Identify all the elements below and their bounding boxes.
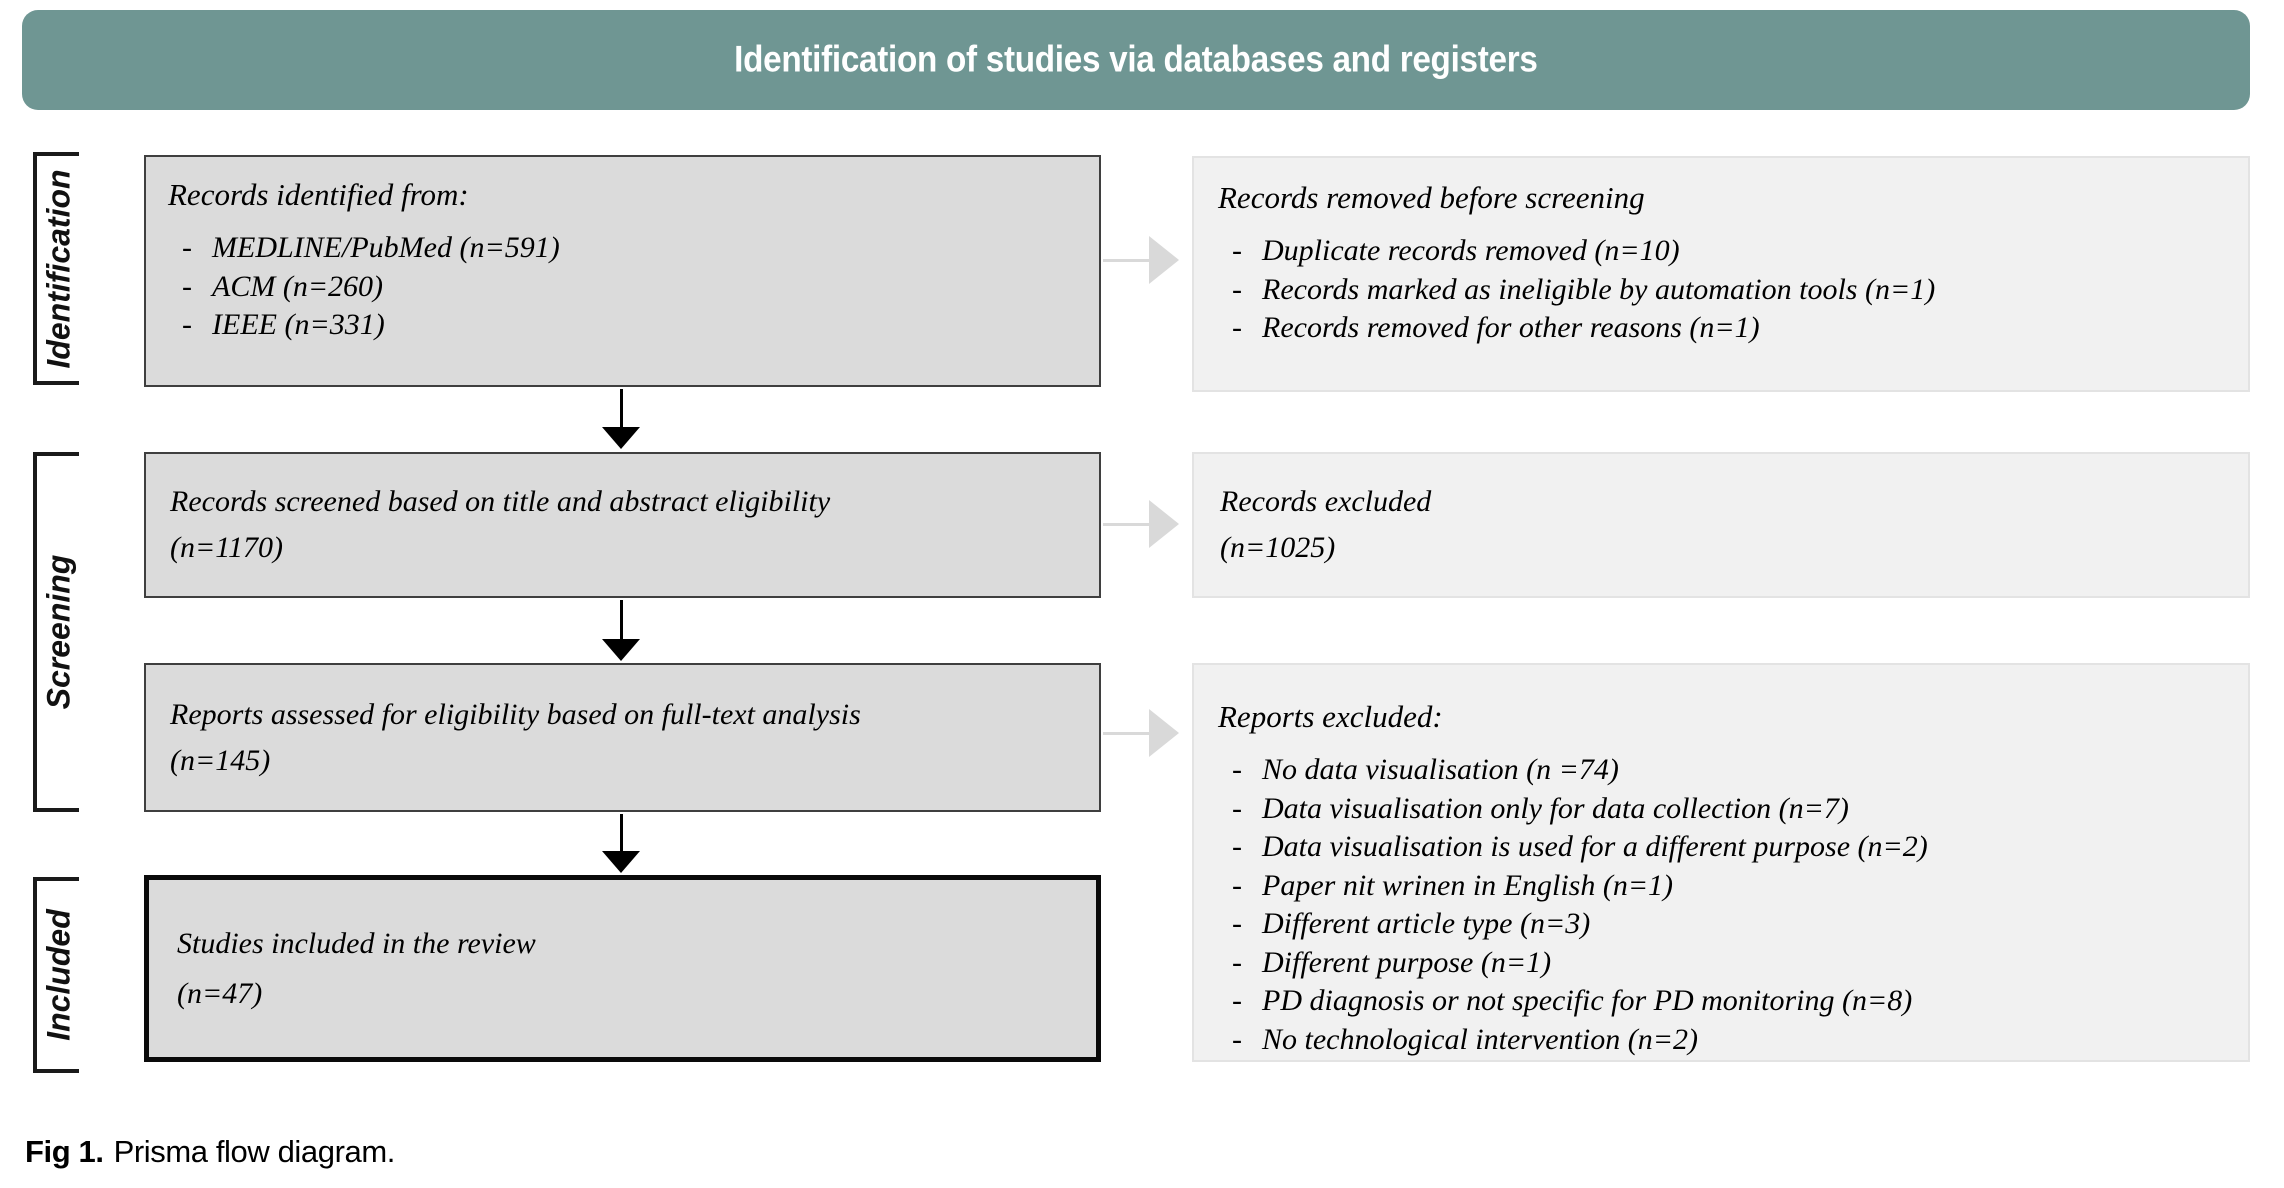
box-records-identified (144, 155, 1101, 387)
list-item: - MEDLINE/PubMed (n=591) (168, 229, 1075, 268)
right-arrow-icon (1103, 709, 1179, 757)
figure-caption-text: Prisma flow diagram. (113, 1134, 395, 1169)
stage-label-identification: Identification (40, 168, 77, 369)
list-item: - No technological intervention (n=2) (1218, 1021, 2228, 1060)
list-item: - ACM (n=260) (168, 268, 1075, 307)
list-item: - Different purpose (n=1) (1218, 944, 2228, 983)
figure-caption (25, 1134, 395, 1170)
stage-bracket-included (33, 877, 79, 1073)
box-records-removed-before-screening (1192, 156, 2250, 392)
box-studies-included (144, 875, 1101, 1062)
box-title: Studies included in the review (177, 926, 536, 960)
box-title: Records identified from: (168, 177, 469, 212)
list-item: - PD diagnosis or not specific for PD monitoring (n=8) (1218, 982, 2228, 1021)
down-arrow-icon (601, 814, 641, 873)
box-title: Reports excluded: (1218, 699, 1443, 734)
right-arrow-icon (1103, 236, 1179, 284)
box-records-screened (144, 452, 1101, 598)
list-item: - Records marked as ineligible by automation tools (n=1) (1218, 271, 2228, 310)
stage-label-included: Included (40, 909, 77, 1041)
records-identified-list (168, 229, 1075, 345)
list-item: - IEEE (n=331) (168, 306, 1075, 345)
box-reports-excluded (1192, 663, 2250, 1062)
box-count: (n=1025) (1220, 531, 1336, 564)
list-item: - Different article type (n=3) (1218, 905, 2228, 944)
stage-label-screening: Screening (40, 554, 77, 710)
box-title: Records screened based on title and abstract eligibility (170, 485, 831, 518)
box-title: Records excluded (1220, 485, 1432, 518)
list-item: - Duplicate records removed (n=10) (1218, 232, 2228, 271)
box-count: (n=47) (177, 976, 263, 1010)
list-item: - Paper nit wrinen in English (n=1) (1218, 867, 2228, 906)
figure-caption-label: Fig 1. (25, 1134, 104, 1169)
box-records-excluded (1192, 452, 2250, 598)
list-item: - Data visualisation is used for a different purpose (n=2) (1218, 828, 2228, 867)
list-item: - Records removed for other reasons (n=1) (1218, 309, 2228, 348)
box-title: Reports assessed for eligibility based on full-text analysis (170, 697, 861, 731)
box-count: (n=145) (170, 743, 271, 777)
down-arrow-icon (601, 389, 641, 449)
reports-excluded-list (1218, 751, 2228, 1059)
right-arrow-icon (1103, 500, 1179, 548)
box-title: Records removed before screening (1218, 180, 1645, 215)
records-removed-list (1218, 232, 2228, 348)
box-count: (n=1170) (170, 531, 283, 564)
list-item: - Data visualisation only for data collection (n=7) (1218, 790, 2228, 829)
down-arrow-icon (601, 600, 641, 661)
stage-bracket-identification (33, 152, 79, 385)
banner (22, 10, 2250, 110)
stage-bracket-screening (33, 452, 79, 812)
list-item: - No data visualisation (n =74) (1218, 751, 2228, 790)
box-reports-assessed (144, 663, 1101, 812)
banner-title: Identification of studies via databases and registers (734, 38, 1538, 81)
